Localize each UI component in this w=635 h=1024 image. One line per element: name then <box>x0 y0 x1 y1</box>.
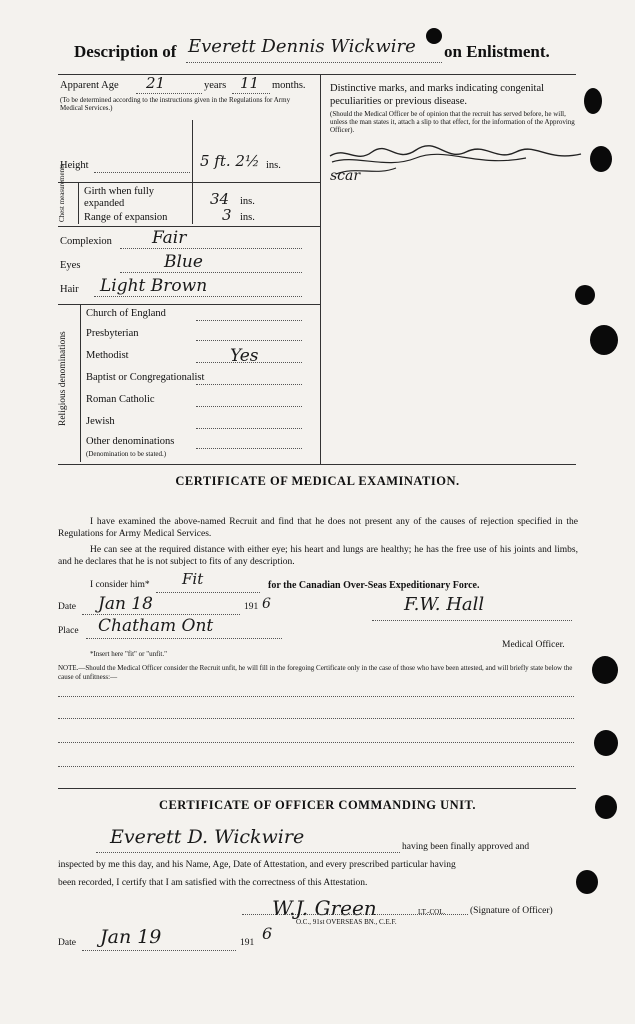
consider-label: I consider him* <box>90 580 150 590</box>
unfit-note: NOTE.—Should the Medical Officer consider the Recruit unfit, he will fill in the foregoing Certificate only in the case of those who have been attested, and will briefly state below the cause of unfitness:— <box>58 664 573 681</box>
chest-top <box>58 182 320 183</box>
commanding-name-line <box>96 852 400 853</box>
religion-line <box>196 428 302 429</box>
months-line <box>232 93 270 94</box>
commanding-date-line <box>82 950 236 951</box>
section-divider <box>58 788 576 789</box>
religion-option: Baptist or Congregationalist <box>86 372 205 383</box>
commanding-year-value: 6 <box>262 924 273 943</box>
religion-line <box>196 384 302 385</box>
medical-certificate-title: CERTIFICATE OF MEDICAL EXAMINATION. <box>175 474 460 488</box>
hair-label: Hair <box>60 284 79 295</box>
religion-option: Other denominations <box>86 436 175 447</box>
eyes-label: Eyes <box>60 260 81 271</box>
age-years-value: 21 <box>146 74 166 92</box>
religion-brace <box>80 304 81 462</box>
commanding-rank: LT.-COL. <box>418 908 446 916</box>
title-left: Description of <box>74 42 177 61</box>
punch-hole <box>590 325 618 355</box>
eyes-line <box>120 272 302 273</box>
girth-ins: ins. <box>240 196 255 207</box>
title-right: on Enlistment. <box>444 42 550 61</box>
frame-top <box>58 74 576 75</box>
commanding-stamp: O.C., 91st OVERSEAS BN., C.E.F. <box>296 918 397 926</box>
medical-officer-signature: F.W. Hall <box>404 594 485 615</box>
years-label: years <box>204 80 227 91</box>
complexion-label: Complexion <box>60 236 112 247</box>
struck-marks-scribble <box>326 144 586 184</box>
medical-officer-label: Medical Officer. <box>502 640 565 650</box>
medical-year-prefix: 191 <box>244 602 259 612</box>
girth-label: Girth when fully expanded <box>84 186 154 209</box>
name-line <box>186 62 442 63</box>
consider-line <box>156 592 260 593</box>
religion-option: Methodist <box>86 350 129 361</box>
religion-line <box>196 320 302 321</box>
place-label: Place <box>58 626 79 636</box>
range-value: 3 <box>222 206 232 224</box>
signature-of-officer-label: (Signature of Officer) <box>470 906 553 916</box>
religion-option: Presbyterian <box>86 328 139 339</box>
hair-line <box>94 296 302 297</box>
hair-value: Light Brown <box>100 276 208 296</box>
punch-hole <box>592 656 618 684</box>
measure-divider <box>192 120 193 224</box>
commanding-certificate-title: CERTIFICATE OF OFFICER COMMANDING UNIT. <box>158 798 477 812</box>
consider-tail: for the Canadian Over-Seas Expeditionary Force. <box>268 580 480 591</box>
age-note: (To be determined according to the instructions given in the Regulations for Army Medical Services.) <box>60 96 291 112</box>
height-leader <box>94 172 190 173</box>
punch-hole <box>594 730 618 756</box>
medical-year-value: 6 <box>262 596 271 612</box>
punch-hole <box>426 28 442 44</box>
apparent-age-label: Apparent Age <box>60 80 119 91</box>
religion-line <box>196 340 302 341</box>
punch-hole <box>584 88 602 114</box>
height-label: Height <box>60 160 89 171</box>
complexion-value: Fair <box>152 228 187 248</box>
distinctive-marks-title: Distinctive marks, and marks indicating congenital peculiarities or previous disease. <box>330 83 545 107</box>
medical-signature-line <box>372 620 572 621</box>
range-ins: ins. <box>240 212 255 223</box>
height-value: 5 ft. 2½ <box>200 152 260 170</box>
commanding-name-value: Everett D. Wickwire <box>110 826 305 848</box>
range-label: Range of expansion <box>84 212 168 223</box>
commanding-line-2: inspected by me this day, and his Name, Age, Date of Attestation, and every prescribed particular having <box>58 860 456 870</box>
religion-top <box>58 304 320 305</box>
unfit-line <box>58 742 574 743</box>
medical-paragraph-1: I have examined the above-named Recruit and find that he does not present any of the causes of rejection specified in the Regulations for Army Medical Services. <box>58 517 578 539</box>
document-title <box>74 42 176 62</box>
chest-label: Chest measurements <box>58 164 66 222</box>
frame-bottom <box>58 464 576 465</box>
height-ins: ins. <box>266 160 281 171</box>
commanding-line-1: having been finally approved and <box>402 842 530 852</box>
unfit-line <box>58 766 574 767</box>
medical-date-value: Jan 18 <box>98 594 153 614</box>
insert-note: *Insert here "fit" or "unfit." <box>90 650 167 658</box>
commanding-year-prefix: 191 <box>240 938 255 948</box>
religion-line <box>196 406 302 407</box>
medical-paragraph-2: He can see at the required distance with either eye; his heart and lungs are healthy; he has the free use of his joints and limbs, and he declares that he is not subject to fits of any description. <box>58 545 578 567</box>
commanding-date-value: Jan 19 <box>100 926 162 948</box>
distinctive-marks-note: (Should the Medical Officer be of opinion that the recruit has served before, he will, unless the man states it, attach a slip to that effect, for the information of the Approving Officer). <box>330 110 575 134</box>
place-line <box>86 638 282 639</box>
chest-brace <box>78 182 79 224</box>
medical-date-label: Date <box>58 602 76 612</box>
place-value: Chatham Ont <box>98 616 214 636</box>
chest-bottom <box>58 226 320 227</box>
commanding-signature-line <box>242 914 468 915</box>
unfit-line <box>58 696 574 697</box>
age-line <box>136 93 202 94</box>
unfit-line <box>58 718 574 719</box>
religion-line <box>196 448 302 449</box>
religion-title: Religious denominations <box>58 331 68 426</box>
methodist-value: Yes <box>230 346 259 366</box>
consider-value: Fit <box>182 570 204 588</box>
girth-value: 34 <box>210 190 230 208</box>
punch-hole <box>575 285 595 305</box>
denomination-note: (Denomination to be stated.) <box>86 450 167 458</box>
column-divider <box>320 74 321 464</box>
distinctive-marks-value: scar <box>330 168 361 184</box>
religion-option: Jewish <box>86 416 115 427</box>
medical-date-line <box>82 614 240 615</box>
commanding-line-3: been recorded, I certify that I am satisfied with the correctness of this Attestation. <box>58 878 368 888</box>
months-label: months. <box>272 80 306 91</box>
eyes-value: Blue <box>164 252 203 272</box>
commanding-officer-signature: W.J. Green <box>272 896 377 920</box>
religion-option: Church of England <box>86 308 166 319</box>
complexion-line <box>120 248 302 249</box>
punch-hole <box>576 870 598 894</box>
punch-hole <box>590 146 612 172</box>
age-months-value: 11 <box>240 74 260 92</box>
recruit-name-handwritten: Everett Dennis Wickwire <box>188 36 416 57</box>
commanding-date-label: Date <box>58 938 76 948</box>
religion-option: Roman Catholic <box>86 394 155 405</box>
